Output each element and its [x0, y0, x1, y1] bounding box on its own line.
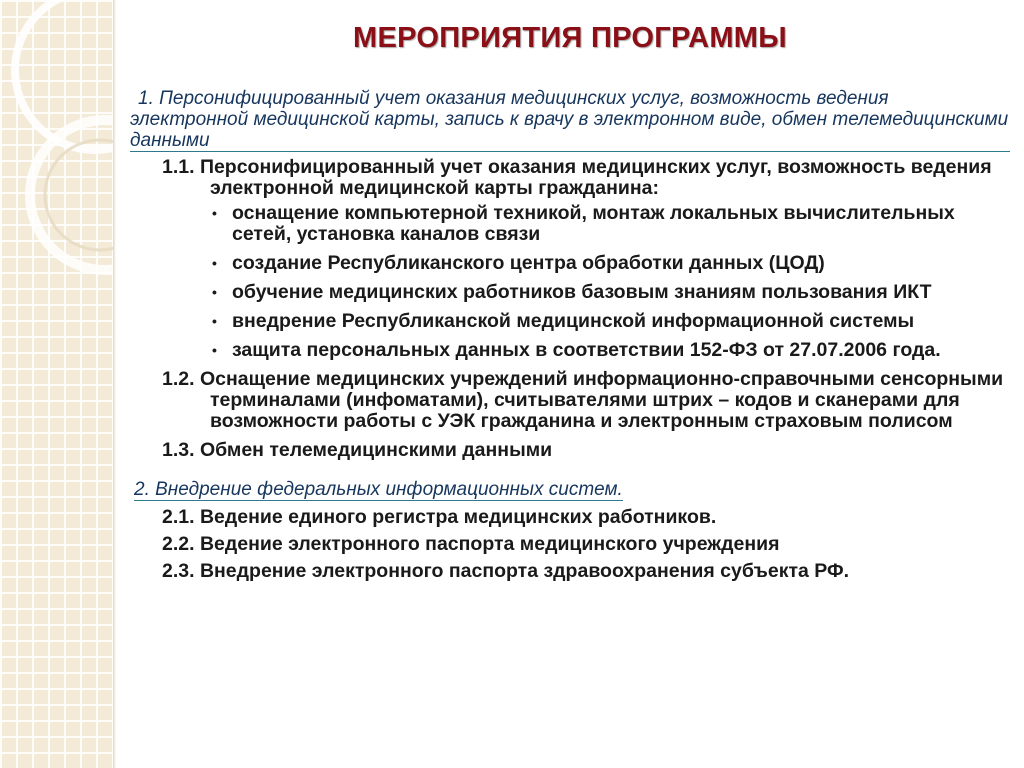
decorative-circles: [0, 0, 113, 768]
panel-divider: [113, 0, 116, 768]
bullet-item: [130, 253, 1010, 274]
bullet-item: [130, 282, 1010, 303]
bullet-text: оснащение компьютерной техникой, монтаж локальных вычислительных сетей, установка каналов связи: [232, 202, 955, 245]
bullet-text: создание Республиканского центра обработки данных (ЦОД): [232, 252, 825, 274]
section-1-heading: 1. Персонифицированный учет оказания медицинских услуг, возможность ведения электронной медицинской карты, запись к врачу в электронном виде, обмен телемедицинскими данными: [130, 88, 1009, 151]
bullet-dot-icon: •: [212, 342, 217, 358]
item-1-1: 1.1. Персонифицированный учет оказания медицинских услуг, возможность ведения электронной медицинской карты гражданина:: [162, 156, 992, 199]
bullet-dot-icon: •: [212, 313, 217, 329]
bullet-item: [130, 203, 1010, 245]
bullet-text: внедрение Республиканской медицинской информационной системы: [232, 310, 915, 332]
bullet-dot-icon: •: [212, 205, 217, 221]
item-2-3: 2.3. Внедрение электронного паспорта здравоохранения субъекта РФ.: [162, 560, 850, 582]
bullet-dot-icon: •: [212, 284, 217, 300]
bullet-item: [130, 340, 1010, 361]
bullet-item: [130, 311, 1010, 332]
item-2-2: 2.2. Ведение электронного паспорта медицинского учреждения: [162, 533, 780, 555]
bullet-text: обучение медицинских работников базовым знаниям пользования ИКТ: [232, 281, 932, 303]
page-title: МЕРОПРИЯТИЯ ПРОГРАММЫ: [353, 22, 787, 54]
bullet-text: защита персональных данных в соответствии 152-ФЗ от 27.07.2006 года.: [232, 339, 941, 361]
item-1-3: 1.3. Обмен телемедицинскими данными: [162, 439, 553, 461]
deco-circle-inner: [45, 140, 113, 250]
section-2-heading: 2. Внедрение федеральных информационных систем.: [134, 479, 623, 500]
item-2-1: 2.1. Ведение единого регистра медицинских работников.: [162, 506, 717, 528]
item-1-1-bullets: [130, 203, 1010, 361]
item-1-2: 1.2. Оснащение медицинских учреждений информационно-справочными сенсорными терминалами (инфоматами), считывателями штрих – кодов и сканерами для возможности работы с УЭК гражданина и электронным страховым полисом: [162, 368, 1004, 432]
bullet-dot-icon: •: [212, 255, 217, 271]
decorative-left-panel: [0, 0, 113, 768]
slide-content: [130, 88, 1010, 582]
